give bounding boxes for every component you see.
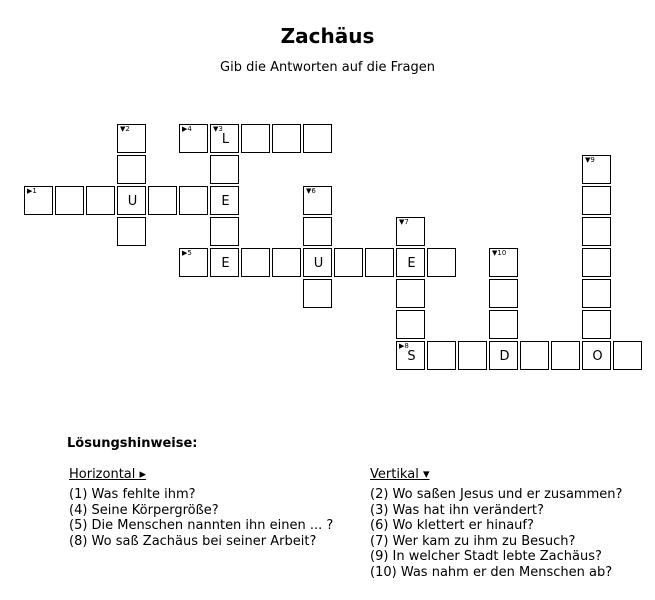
crossword-cell[interactable] xyxy=(272,124,301,153)
crossword-cell[interactable] xyxy=(179,186,208,215)
clue-number: ▶4 xyxy=(182,125,192,133)
crossword-cell[interactable] xyxy=(582,248,611,277)
crossword-cell[interactable] xyxy=(396,279,425,308)
crossword-cell[interactable] xyxy=(489,279,518,308)
crossword-cell[interactable] xyxy=(55,186,84,215)
cell-letter: E xyxy=(221,256,230,271)
crossword-cell[interactable] xyxy=(613,341,642,370)
crossword-cell[interactable] xyxy=(303,124,332,153)
crossword-cell[interactable] xyxy=(24,186,53,215)
horizontal-clue: (4) Seine Körpergröße? xyxy=(69,502,219,518)
horizontal-clue: (5) Die Menschen nannten ihn einen ... ? xyxy=(69,518,334,533)
clue-number: ▼6 xyxy=(306,187,316,195)
crossword-cell[interactable] xyxy=(582,279,611,308)
vertical-clue-list xyxy=(370,487,622,580)
crossword-cell[interactable] xyxy=(210,124,239,153)
clue-number: ▶8 xyxy=(399,342,409,350)
cell-letter: U xyxy=(313,256,324,271)
crossword-cell[interactable] xyxy=(303,217,332,246)
hints-heading: Lösungshinweise: xyxy=(67,436,198,451)
clue-number: ▶1 xyxy=(27,187,37,195)
crossword-cell[interactable] xyxy=(582,155,611,184)
crossword-cell[interactable] xyxy=(241,124,270,153)
vertical-heading: Vertikal ▾ xyxy=(370,467,430,482)
crossword-cell[interactable] xyxy=(458,341,487,370)
cell-letter: E xyxy=(221,194,230,209)
crossword-cell[interactable] xyxy=(582,341,611,370)
crossword-cell[interactable] xyxy=(303,248,332,277)
cell-letter: S xyxy=(407,349,416,364)
crossword-cell[interactable] xyxy=(582,217,611,246)
vertical-clue: (7) Wer kam zu ihm zu Besuch? xyxy=(370,533,576,549)
crossword-cell[interactable] xyxy=(272,248,301,277)
crossword-cell[interactable] xyxy=(117,217,146,246)
cell-letter: L xyxy=(221,132,230,147)
horizontal-clue-list xyxy=(69,487,333,549)
crossword-cell[interactable] xyxy=(582,310,611,339)
crossword-cell[interactable] xyxy=(210,155,239,184)
clue-number: ▼2 xyxy=(120,125,130,133)
horizontal-heading: Horizontal ▸ xyxy=(69,467,147,482)
crossword-cell[interactable] xyxy=(427,341,456,370)
clue-number: ▶5 xyxy=(182,249,192,257)
crossword-cell[interactable] xyxy=(396,310,425,339)
horizontal-clue: (1) Was fehlte ihm? xyxy=(69,487,196,502)
crossword-cell[interactable] xyxy=(303,279,332,308)
crossword-cell[interactable] xyxy=(489,248,518,277)
vertical-clue: (2) Wo saßen Jesus und er zusammen? xyxy=(370,487,623,502)
crossword-cell[interactable] xyxy=(365,248,394,277)
cell-letter: U xyxy=(127,194,138,209)
clue-number: ▼7 xyxy=(399,218,409,226)
crossword-cell[interactable] xyxy=(489,310,518,339)
crossword-cell[interactable] xyxy=(117,186,146,215)
vertical-clue: (3) Was hat ihn verändert? xyxy=(370,502,544,518)
cell-letter: D xyxy=(499,349,510,364)
clue-number: ▼9 xyxy=(585,156,595,164)
crossword-cell[interactable] xyxy=(117,124,146,153)
vertical-clue: (9) In welcher Stadt lebte Zachäus? xyxy=(370,549,602,564)
crossword-cell[interactable] xyxy=(396,248,425,277)
crossword-cell[interactable] xyxy=(551,341,580,370)
crossword-cell[interactable] xyxy=(520,341,549,370)
crossword-cell[interactable] xyxy=(86,186,115,215)
crossword-cell[interactable] xyxy=(148,186,177,215)
vertical-clue: (10) Was nahm er den Menschen ab? xyxy=(370,564,613,580)
crossword-cell[interactable] xyxy=(303,186,332,215)
crossword-cell[interactable] xyxy=(582,186,611,215)
crossword-cell[interactable] xyxy=(210,217,239,246)
cell-letter: O xyxy=(592,349,603,364)
crossword-cell[interactable] xyxy=(179,124,208,153)
page-subtitle: Gib die Antworten auf die Fragen xyxy=(220,60,435,75)
crossword-cell[interactable] xyxy=(241,248,270,277)
page-title: Zachäus xyxy=(280,24,375,48)
crossword-cell[interactable] xyxy=(396,341,425,370)
crossword-cell[interactable] xyxy=(334,248,363,277)
vertical-clue: (6) Wo klettert er hinauf? xyxy=(370,518,534,533)
crossword-cell[interactable] xyxy=(427,248,456,277)
crossword-cell[interactable] xyxy=(489,341,518,370)
crossword-cell[interactable] xyxy=(117,155,146,184)
horizontal-clue: (8) Wo saß Zachäus bei seiner Arbeit? xyxy=(69,533,317,549)
crossword-cell[interactable] xyxy=(179,248,208,277)
crossword-cell[interactable] xyxy=(210,186,239,215)
crossword-cell[interactable] xyxy=(396,217,425,246)
clue-number: ▼10 xyxy=(492,249,507,257)
crossword-cell[interactable] xyxy=(210,248,239,277)
cell-letter: E xyxy=(407,256,416,271)
clue-number: ▼3 xyxy=(213,125,223,133)
